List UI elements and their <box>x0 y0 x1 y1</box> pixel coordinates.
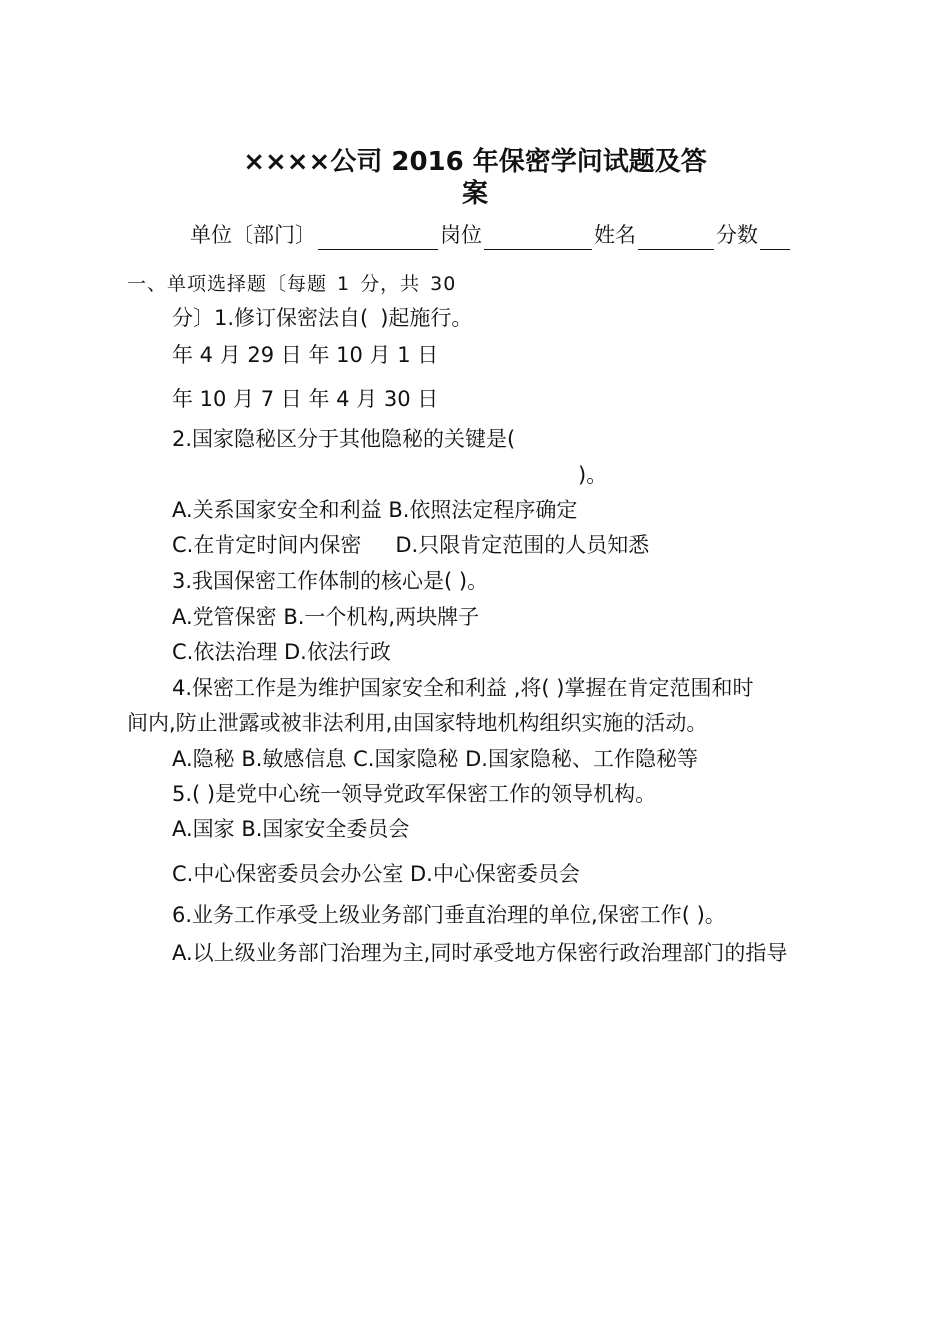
q1-options-row1: 年 4 月 29 日 年 10 月 1 日 <box>172 343 439 367</box>
q2-options-cd <box>172 530 649 560</box>
section1-heading-c: 分，共 <box>360 273 421 295</box>
score-label: 分数 <box>716 223 758 247</box>
q6-option-a: A.以上级业务部门治理为主,同时承受地方保密行政治理部门的指导 <box>172 941 788 965</box>
q4-stem-line2: 间内,防止泄露或被非法利用,由国家特地机构组织实施的活动。 <box>127 711 708 735</box>
unit-blank[interactable] <box>318 223 438 250</box>
q3-stem: 3.我国保密工作体制的核心是( )。 <box>172 569 489 593</box>
q1-stem-end: )起施行。 <box>380 306 473 330</box>
q1-stem-text: 分〕1.修订保密法自( <box>172 306 369 330</box>
section1-heading-a: 一、单项选择题〔每题 <box>127 273 328 295</box>
q2-stem: 2.国家隐秘区分于其他隐秘的关键是( <box>172 427 516 451</box>
position-label: 岗位 <box>440 223 482 247</box>
q3-options-ab: A.党管保密 B.一个机构,两块牌子 <box>172 605 480 629</box>
section1-heading-d: 30 <box>430 273 457 295</box>
doc-title-line1: ××××公司 2016 年保密学问试题及答 <box>243 147 707 177</box>
section1-heading-b: 1 <box>337 273 351 295</box>
q5-options-cd: C.中心保密委员会办公室 D.中心保密委员会 <box>172 862 580 886</box>
q4-options: A.隐秘 B.敏感信息 C.国家隐秘 D.国家隐秘、工作隐秘等 <box>172 747 698 771</box>
q2-options-ab: A.关系国家安全和利益 B.依照法定程序确定 <box>172 498 578 522</box>
q6-stem: 6.业务工作承受上级业务部门垂直治理的单位,保密工作( )。 <box>172 903 726 927</box>
name-blank[interactable] <box>638 223 714 250</box>
section1-heading <box>127 269 456 299</box>
name-label: 姓名 <box>594 223 636 247</box>
q5-options-ab: A.国家 B.国家安全委员会 <box>172 817 410 841</box>
q1-options-row2: 年 10 月 7 日 年 4 月 30 日 <box>172 387 439 411</box>
info-row <box>190 220 792 250</box>
q4-stem-line1: 4.保密工作是为维护国家安全和利益 ,将( )掌握在肯定范围和时 <box>172 676 754 700</box>
unit-label: 单位〔部门〕 <box>190 223 316 247</box>
score-blank[interactable] <box>760 223 790 250</box>
q2-stem-end: )。 <box>578 463 608 487</box>
q5-stem: 5.( )是党中心统一领导党政军保密工作的领导机构。 <box>172 782 657 806</box>
q3-options-cd: C.依法治理 D.依法行政 <box>172 640 391 664</box>
q2-option-c: C.在肯定时间内保密 <box>172 533 362 557</box>
position-blank[interactable] <box>484 223 592 250</box>
q2-option-d: D.只限肯定范围的人员知悉 <box>395 533 650 557</box>
q1-stem <box>172 303 472 333</box>
doc-title-line2: 案 <box>461 179 488 209</box>
